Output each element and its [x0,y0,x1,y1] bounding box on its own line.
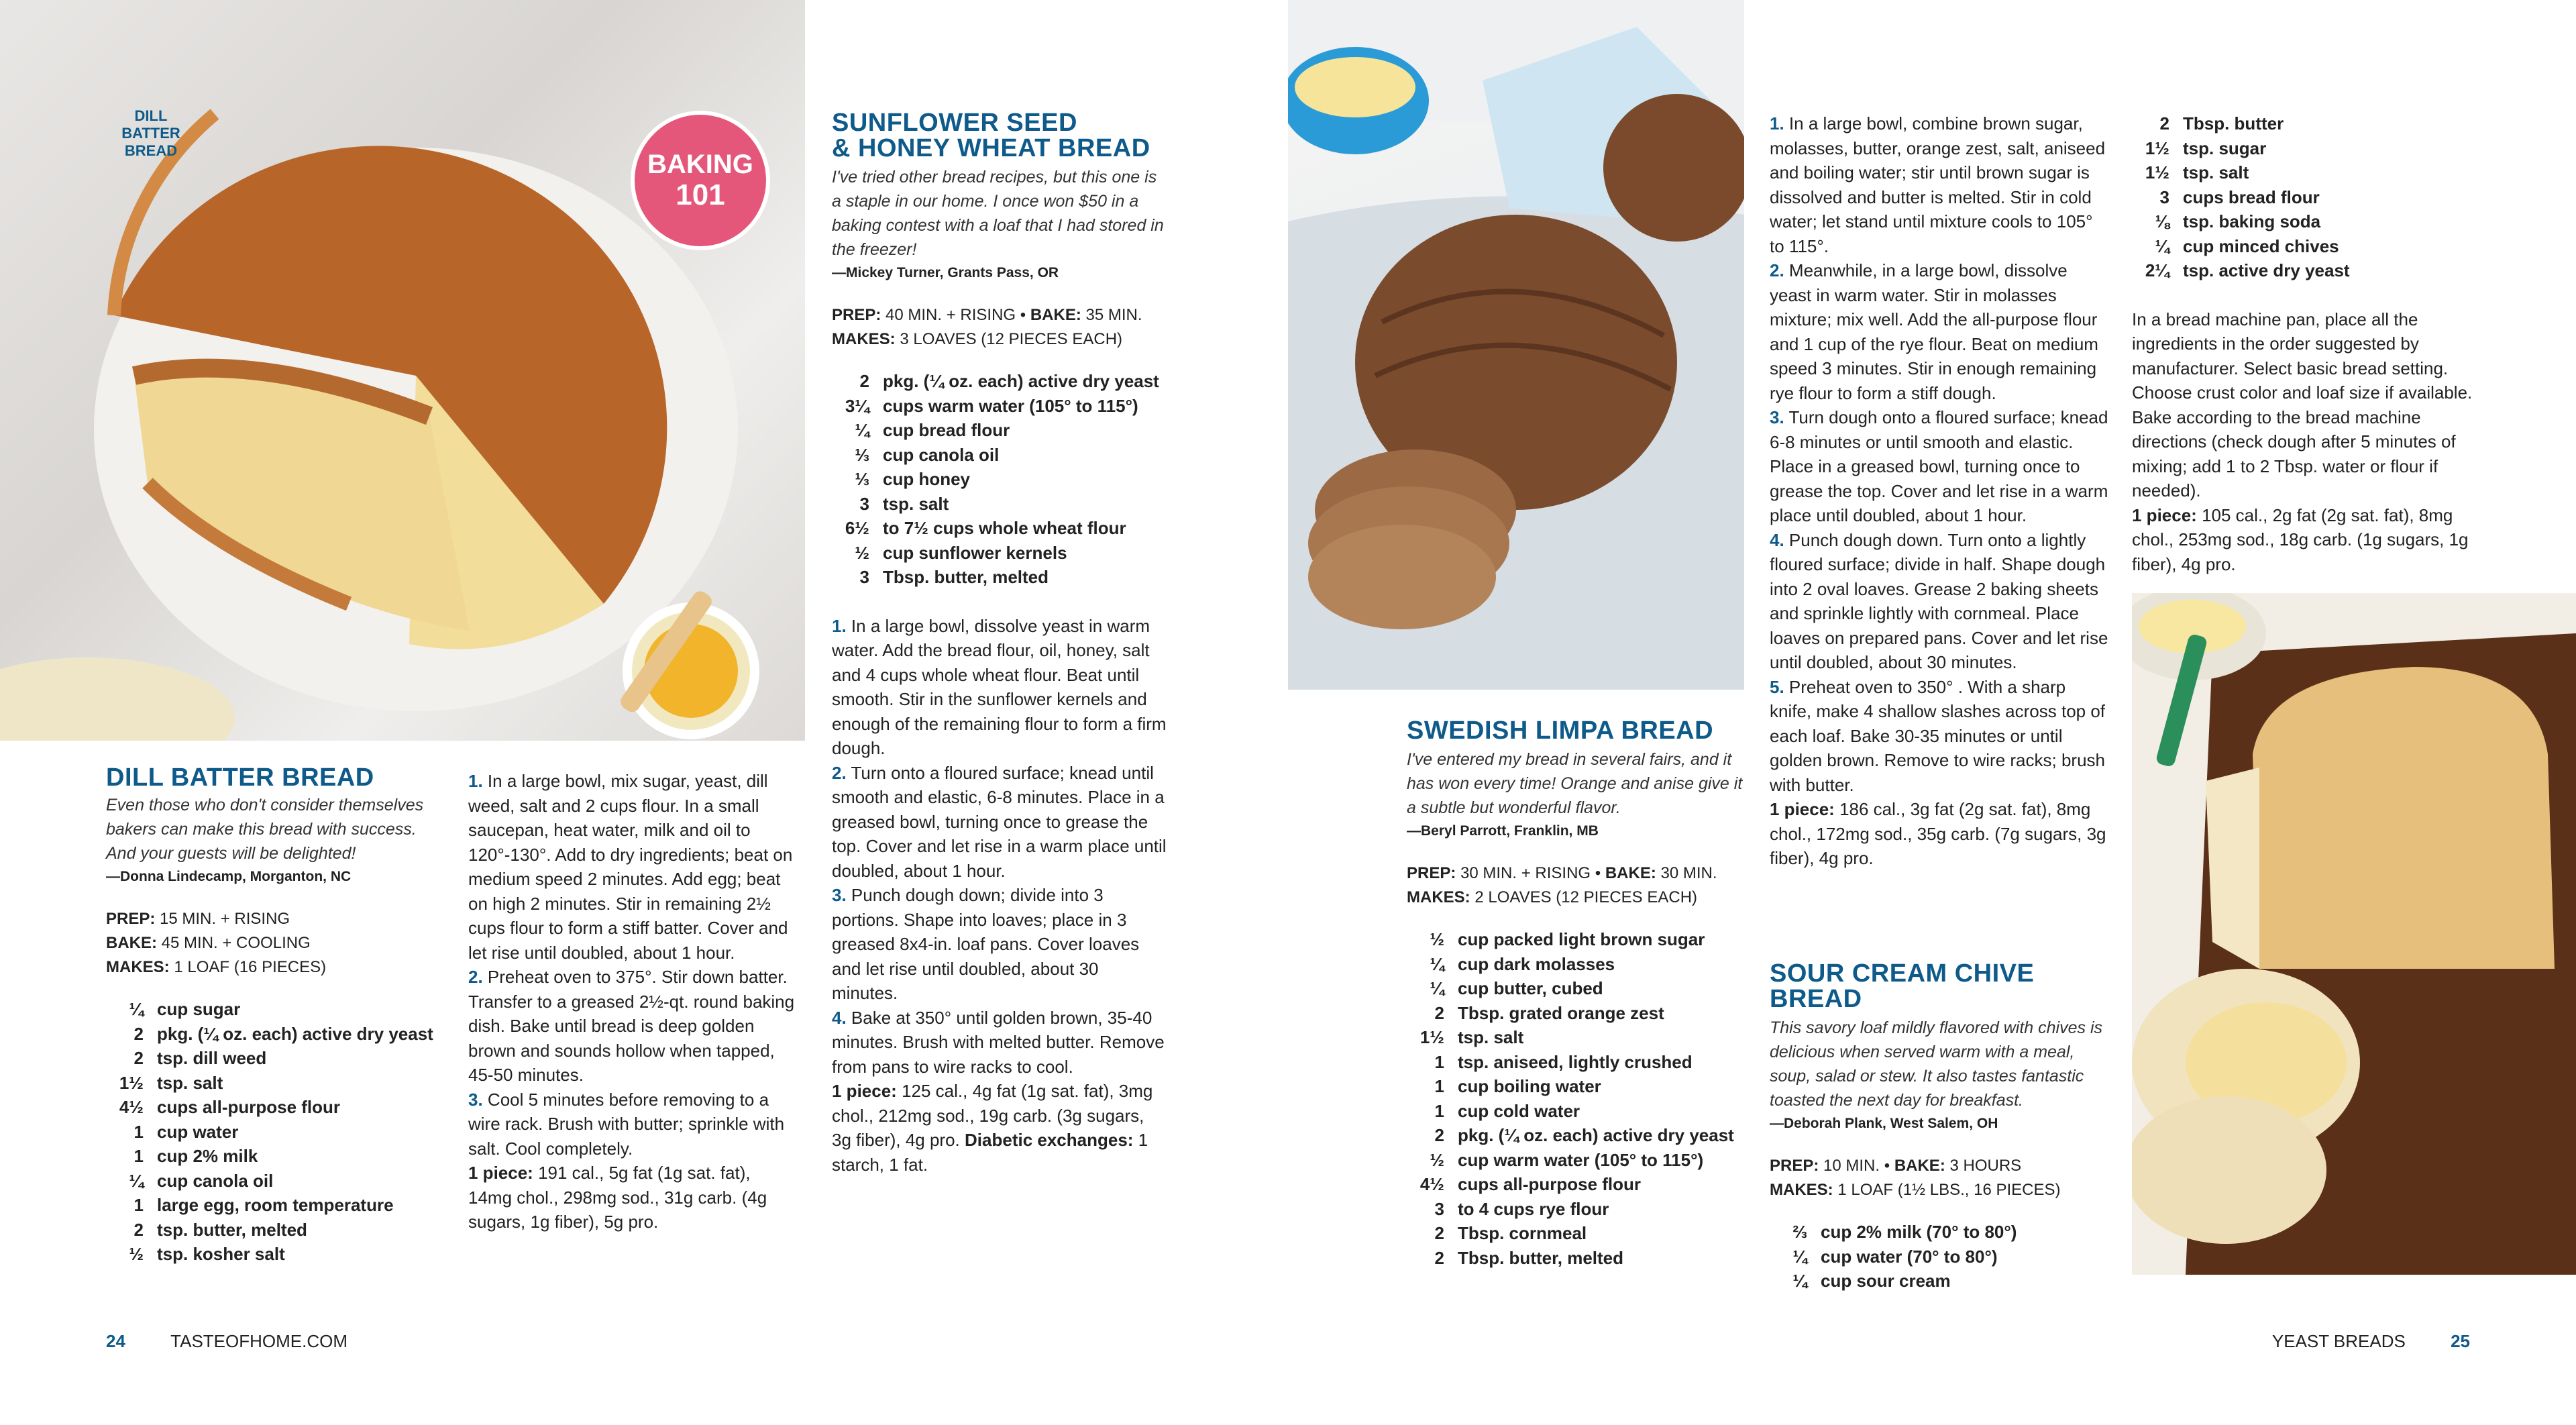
ingredient-text: tsp. dill weed [157,1048,267,1068]
limpa-byline: —Beryl Parrott, Franklin, MB [1407,823,1599,839]
ingredient-text: cup sunflower kernels [883,542,1067,563]
sunflower-makes-label: MAKES: [832,330,896,348]
ingredient-quantity: 1 [1434,1051,1444,1072]
ingredient-quantity: ½ [129,1244,144,1264]
dill-byline: —Donna Lindecamp, Morganton, NC [106,869,352,884]
step [1770,405,2112,528]
chive-byline: —Deborah Plank, West Salem, OH [1770,1116,1998,1131]
dill-makes-label: MAKES: [106,958,170,976]
ingredient-row [1756,1220,2112,1245]
ingredient-quantity: 2 [1434,1002,1444,1023]
ingredient-quantity: 2 [1434,1223,1444,1243]
ingredient-text: cup warm water (105° to 115°) [1458,1149,1704,1170]
step [1770,111,2112,258]
dill-bread-photo [0,0,805,741]
ingredient-row [818,492,1167,517]
ingredient-row [93,1022,441,1047]
sunflower-steps [832,614,1167,1177]
step-text: Meanwhile, in a large bowl, dissolve yeast in warm water. Stir in molasses mixture; mix well. Add the all-purpose flour and 1 cup of the rye flour. Beat on medium speed 3 minutes. Stir in enough remaining rye flour to form a stiff dough. [1770,260,2098,403]
sunflower-nutrition-label: 1 piece: [832,1081,897,1101]
limpa-prep-value: 30 MIN. + RISING [1460,864,1591,882]
ingredient-row [1393,976,1756,1001]
step [1770,675,2112,798]
limpa-makes-label: MAKES: [1407,888,1470,906]
chive-bread-photo [2132,593,2576,1275]
ingredient-text: to 7½ cups whole wheat flour [883,518,1126,538]
step [832,1006,1167,1079]
step-text: Preheat oven to 350° . With a sharp knife, make 4 shallow slashes across top of each loaf. Bake 30-35 minutes or until golden brown. Remove to wire racks; brush with butter. [1770,676,2106,795]
ingredient-row [818,369,1167,394]
ingredient-text: tsp. active dry yeast [2183,260,2350,280]
ingredient-quantity: 3 [859,567,869,587]
badge-line1: BAKING [647,150,753,179]
chive-makes-value: 1 LOAF (1½ LBS., 16 PIECES) [1837,1181,2061,1199]
ingredient-text: cups warm water (105° to 115°) [883,395,1138,416]
ingredient-quantity: 1 [1434,1100,1444,1121]
ingredient-row [1393,1025,1756,1050]
baking-101-badge [631,111,770,250]
ingredient-text: tsp. salt [883,493,949,514]
ingredient-row [2118,234,2494,259]
ingredient-text: pkg. (¼ oz. each) active dry yeast [883,371,1159,391]
chive-meta: PREP: 10 MIN. • BAKE: 3 HOURS MAKES: 1 LOAF (1½ LBS., 16 PIECES) [1770,1157,2061,1199]
sunflower-nutrition-text: 125 cal., 4g fat (1g sat. fat), 3mg chol., 212mg sod., 19g carb. (3g sugars, 3g fiber), 4g pro. [832,1081,1153,1150]
ingredient-text: to 4 cups rye flour [1458,1198,1609,1219]
ingredient-row [93,1046,441,1071]
ingredient-quantity: ½ [855,542,869,563]
chive-directions-block [2132,307,2494,577]
sunflower-prep-value: 40 MIN. + RISING [885,306,1016,324]
ingredient-row [1393,952,1756,977]
ingredient-text: Tbsp. butter, melted [1458,1247,1624,1268]
step-text: Punch dough down; divide into 3 portions. Shape into loaves; place in 3 greased 8x4-in. loaf pans. Cover loaves and let rise until doubled, about 30 minutes. [832,885,1140,1003]
limpa-nutrition-text: 186 cal., 3g fat (2g sat. fat), 8mg chol., 172mg sod., 35g carb. (7g sugars, 3g fiber), 4g pro. [1770,799,2106,868]
ingredient-quantity: ¼ [2155,235,2169,256]
ingredient-quantity: 1 [133,1146,144,1166]
ingredient-text: cup sour cream [1821,1271,1951,1291]
chive-recipe [1770,961,2112,1294]
ingredient-row [818,418,1167,443]
ingredient-text: cup canola oil [157,1170,274,1191]
dill-nutrition [468,1161,797,1234]
ingredient-quantity: 1 [133,1195,144,1215]
badge-line2: 101 [676,178,725,211]
ingredient-row [1393,1123,1756,1148]
ingredient-quantity: 1½ [119,1072,144,1093]
ingredient-row [1393,1221,1756,1246]
step-number: 1. [468,771,483,791]
dill-prep-value: 15 MIN. + RISING [160,910,290,928]
sunflower-title-line2: & HONEY WHEAT BREAD [832,134,1150,162]
limpa-ingredients [1393,927,1756,1270]
step-number: 2. [468,967,483,987]
sunflower-steps-list [832,614,1167,1079]
ingredient-quantity: 2 [2159,113,2169,134]
ingredient-text: cup water (70° to 80°) [1821,1246,1998,1267]
ingredient-text: cup canola oil [883,444,1000,465]
chive-intro: This savory loaf mildly flavored with chives is delicious when served warm with a meal, soup, salad or stew. It also tastes fantastic toasted the next day for breakfast. [1770,1018,2102,1110]
sunflower-meta: PREP: 40 MIN. + RISING • BAKE: 35 MIN. MAKES: 3 LOAVES (12 PIECES EACH) [832,306,1142,348]
ingredient-text: large egg, room temperature [157,1195,394,1215]
sunflower-nutrition [832,1079,1167,1177]
step-number: 5. [1770,676,1784,697]
ingredient-quantity: 4½ [119,1097,144,1117]
ingredient-text: pkg. (¼ oz. each) active dry yeast [157,1023,433,1044]
chive-directions: In a bread machine pan, place all the ingredients in the order suggested by manufacturer. Select basic bread setting. Choose crust color and loaf size if available. Bake according to the bread machine directions (check dough after 5 minutes of mixing; add 1 to 2 Tbsp. water or flour if needed). [2132,309,2473,500]
dill-steps-list [468,769,797,1161]
footer-right [2272,1331,2470,1352]
ingredient-text: cup minced chives [2183,235,2339,256]
ingredient-quantity: ½ [1430,929,1444,949]
dill-bake-value: 45 MIN. + COOLING [161,934,311,952]
ingredient-row [818,467,1167,492]
ingredient-text: tsp. butter, melted [157,1219,307,1240]
ingredient-quantity: 1½ [1419,1027,1444,1047]
step-number: 3. [1770,407,1784,427]
step [468,769,797,965]
ingredient-row [1393,1148,1756,1173]
ingredient-row [1393,1074,1756,1099]
chive-ingredients-b [2118,111,2494,283]
dill-photo-label: DILL BATTER BREAD [121,107,180,159]
ingredient-text: cup 2% milk (70° to 80°) [1821,1222,2017,1242]
limpa-bake-value: 30 MIN. [1660,864,1717,882]
ingredient-quantity: 2 [1434,1247,1444,1268]
chive-bread-illustration [2132,593,2576,1275]
step-text: In a large bowl, mix sugar, yeast, dill weed, salt and 2 cups flour. In a small saucepan, heat water, milk and oil to 120°-130°. Add to dry ingredients; beat on medium speed 2 minutes. Add egg; beat on high 2 minutes. Stir in remaining 2½ cups flour to form a stiff batter. Cover and let rise until doubled, about 1 hour. [468,771,793,963]
chive-recipe-cont [2132,111,2494,576]
ingredient-text: Tbsp. cornmeal [1458,1223,1587,1243]
sunflower-makes-value: 3 LOAVES (12 PIECES EACH) [900,330,1123,348]
ingredient-row [2118,160,2494,185]
ingredient-quantity: 2 [1434,1125,1444,1145]
ingredient-quantity: 1½ [2145,162,2169,182]
dill-meta [106,907,441,980]
step [832,761,1167,884]
ingredient-quantity: 3 [2159,187,2169,207]
limpa-makes-value: 2 LOAVES (12 PIECES EACH) [1474,888,1698,906]
ingredient-row [93,1242,441,1267]
sunflower-bake-label: BAKE: [1030,306,1081,324]
ingredient-quantity: ¼ [1430,953,1444,974]
step-text: Bake at 350° until golden brown, 35-40 minutes. Brush with melted butter. Remove from pans to wire racks to cool. [832,1007,1165,1077]
chive-nutrition [2132,503,2494,577]
ingredient-text: tsp. salt [157,1072,223,1093]
ingredient-quantity: ½ [1430,1149,1444,1170]
dill-nutrition-text: 191 cal., 5g fat (1g sat. fat), 14mg chol., 298mg sod., 31g carb. (4g sugars, 1g fiber), 5g pro. [468,1163,767,1232]
step-number: 4. [832,1007,847,1028]
ingredient-quantity: ¼ [1792,1246,1807,1267]
step-number: 2. [1770,260,1784,280]
ingredient-text: cup boiling water [1458,1076,1601,1096]
ingredient-row [1393,1172,1756,1197]
ingredient-quantity: ⅓ [855,444,869,465]
ingredient-quantity: ¼ [855,420,869,440]
ingredient-quantity: 6½ [845,518,869,538]
ingredient-row [2118,185,2494,210]
sunflower-title [832,110,1167,161]
ingredient-row [2118,258,2494,283]
ingredient-row [93,997,441,1022]
ingredient-row [1393,1197,1756,1222]
ingredient-quantity: ¼ [1430,978,1444,998]
chive-bake-label: BAKE: [1894,1157,1945,1175]
chive-nutrition-text: 105 cal., 2g fat (2g sat. fat), 8mg chol., 253mg sod., 18g carb. (1g sugars, 1g fiber), 4g pro. [2132,505,2469,574]
sunflower-bake-value: 35 MIN. [1085,306,1142,324]
ingredient-text: cup honey [883,469,971,489]
ingredient-text: cups bread flour [2183,187,2320,207]
ingredient-row [818,394,1167,419]
ingredient-row [818,541,1167,566]
chive-bake-value: 3 HOURS [1949,1157,2022,1175]
ingredient-text: cup water [157,1121,239,1142]
step-number: 4. [1770,529,1784,550]
step-text: In a large bowl, dissolve yeast in warm water. Add the bread flour, oil, honey, salt and 4 cups whole wheat flour. Beat until smooth. Stir in the sunflower kernels and enough of the remaining flour to form a firm dough. [832,615,1167,758]
dill-nutrition-label: 1 piece: [468,1163,533,1183]
dill-makes-value: 1 LOAF (16 PIECES) [174,958,327,976]
ingredient-text: cups all-purpose flour [1458,1174,1642,1194]
step-text: Cool 5 minutes before removing to a wire rack. Brush with butter; sprinkle with salt. Cool completely. [468,1089,785,1159]
chive-ingredients-a [1756,1220,2112,1294]
sunflower-prep-label: PREP: [832,306,881,324]
step [832,614,1167,761]
sunflower-recipe [832,110,1167,1177]
ingredient-quantity: 4½ [1419,1174,1444,1194]
step [832,883,1167,1006]
step [1770,528,2112,675]
step-number: 1. [832,615,847,636]
ingredient-quantity: ⅛ [2155,211,2169,231]
ingredient-quantity: ⅓ [855,469,869,489]
ingredient-quantity: 3 [1434,1198,1444,1219]
step-number: 3. [832,885,847,905]
step-number: 3. [468,1089,483,1110]
footer-right-page: 25 [2451,1331,2470,1351]
footer-left-page: 24 [106,1331,125,1351]
dill-recipe [106,765,441,1267]
step-number: 1. [1770,113,1784,134]
ingredient-row [93,1218,441,1243]
limpa-bake-label: BAKE: [1605,864,1656,882]
step-text: Punch dough down. Turn onto a lightly floured surface; divide in half. Shape dough into 2 oval loaves. Grease 2 baking sheets and sprinkle lightly with cornmeal. Place loaves on prepared pans. Cover and let rise until doubled, about 30 minutes. [1770,529,2108,672]
sunflower-exchanges-text: 1 starch, 1 fat. [832,1130,1148,1175]
ingredient-quantity: 1 [1434,1076,1444,1096]
ingredient-row [818,443,1167,468]
footer-left [106,1331,347,1352]
ingredient-text: tsp. salt [2183,162,2249,182]
step-text: Preheat oven to 375°. Stir down batter. Transfer to a greased 2½-qt. round baking dish. Bake until bread is deep golden brown and sounds hollow when tapped, 45-50 minutes. [468,967,795,1085]
ingredient-row [1393,927,1756,952]
sunflower-intro: I've tried other bread recipes, but this one is a staple in our home. I once won $50 in a baking contest with a loaf that I had stored in the freezer! [832,168,1164,259]
footer-left-site: TASTEOFHOME.COM [170,1331,348,1351]
chive-prep-value: 10 MIN. [1823,1157,1880,1175]
ingredient-quantity: ¼ [1792,1271,1807,1291]
ingredient-text: pkg. (¼ oz. each) active dry yeast [1458,1125,1734,1145]
ingredient-text: cup cold water [1458,1100,1580,1121]
ingredient-text: cup sugar [157,999,241,1019]
ingredient-text: tsp. kosher salt [157,1244,285,1264]
limpa-steps [1770,111,2112,871]
ingredient-quantity: 2 [133,1048,144,1068]
ingredient-row [2118,111,2494,136]
ingredient-text: cup dark molasses [1458,953,1615,974]
dill-steps [468,769,797,1234]
ingredient-quantity: 2 [133,1023,144,1044]
step [468,965,797,1088]
step-text: Turn onto a floured surface; knead until smooth and elastic, 6-8 minutes. Place in a greased bowl, turning once to grease the top. Cover and let rise in a warm place until doubled, about 1 hour. [832,762,1167,881]
ingredient-quantity: ¼ [129,999,144,1019]
step-text: Turn dough onto a floured surface; knead 6-8 minutes or until smooth and elastic. Place in a greased bowl, turning once to grease the top. Cover and let rise in a warm place until doubled, about 1 hour. [1770,407,2108,525]
dill-bake-label: BAKE: [106,934,157,952]
dill-title: DILL BATTER BREAD [106,763,374,792]
ingredient-quantity: 3 [859,493,869,514]
limpa-meta: PREP: 30 MIN. + RISING • BAKE: 30 MIN. MAKES: 2 LOAVES (12 PIECES EACH) [1407,864,1717,906]
ingredient-row [93,1169,441,1194]
limpa-bread-photo [1288,0,1744,690]
ingredient-quantity: ¼ [129,1170,144,1191]
ingredient-quantity: 1½ [2145,138,2169,158]
ingredient-quantity: 2 [859,371,869,391]
sunflower-exchanges-label: Diabetic exchanges: [965,1130,1134,1150]
ingredient-row [818,565,1167,590]
ingredient-text: Tbsp. butter, melted [883,567,1049,587]
ingredient-text: tsp. sugar [2183,138,2267,158]
step-text: In a large bowl, combine brown sugar, molasses, butter, orange zest, salt, aniseed and boiling water; stir until brown sugar is dissolved and butter is melted. Stir in cold water; let stand until mixture cools to 105° to 115°. [1770,113,2106,256]
step [468,1088,797,1161]
chive-nutrition-label: 1 piece: [2132,505,2197,525]
ingredient-text: Tbsp. butter [2183,113,2284,134]
limpa-intro: I've entered my bread in several fairs, and it has won every time! Orange and anise give it a subtle but wonderful flavor. [1407,750,1743,817]
limpa-title: SWEDISH LIMPA BREAD [1407,717,1714,745]
footer-right-section: YEAST BREADS [2271,1331,2406,1351]
step [1770,258,2112,405]
ingredient-quantity: 1 [133,1121,144,1142]
ingredient-text: tsp. salt [1458,1027,1524,1047]
dill-intro: Even those who don't consider themselves bakers can make this bread with success. And your guests will be delighted! [106,796,424,863]
ingredient-row [1393,1246,1756,1271]
ingredient-row [1756,1269,2112,1294]
ingredient-quantity: ⅔ [1792,1222,1807,1242]
sunflower-byline: —Mickey Turner, Grants Pass, OR [832,265,1059,280]
ingredient-quantity: 3¼ [845,395,869,416]
ingredient-row [1393,1050,1756,1075]
limpa-recipe [1407,718,1756,1270]
ingredient-quantity: 2 [133,1219,144,1240]
ingredient-row [93,1071,441,1096]
ingredient-text: cup butter, cubed [1458,978,1603,998]
ingredient-text: tsp. aniseed, lightly crushed [1458,1051,1693,1072]
limpa-nutrition [1770,797,2112,871]
ingredient-text: cup 2% milk [157,1146,258,1166]
chive-makes-label: MAKES: [1770,1181,1833,1199]
chive-title: SOUR CREAM CHIVE BREAD [1770,959,2035,1013]
dill-prep-label: PREP: [106,910,156,928]
ingredient-row [1393,1001,1756,1026]
ingredient-row [93,1144,441,1169]
ingredient-row [1756,1245,2112,1269]
ingredient-row [1393,1099,1756,1124]
dill-ingredients [93,997,441,1267]
ingredient-row [93,1095,441,1120]
limpa-bread-illustration [1288,0,1744,690]
ingredient-row [93,1120,441,1145]
ingredient-text: tsp. baking soda [2183,211,2321,231]
step-number: 2. [832,762,847,783]
ingredient-text: cup packed light brown sugar [1458,929,1705,949]
sunflower-ingredients [818,369,1167,590]
chive-prep-label: PREP: [1770,1157,1819,1175]
limpa-prep-label: PREP: [1407,864,1456,882]
ingredient-row [818,516,1167,541]
ingredient-row [93,1193,441,1218]
sunflower-title-line1: SUNFLOWER SEED [832,109,1077,137]
limpa-steps-list [1770,111,2112,797]
ingredient-text: cups all-purpose flour [157,1097,341,1117]
ingredient-row [2118,209,2494,234]
ingredient-quantity: 2¼ [2145,260,2169,280]
limpa-nutrition-label: 1 piece: [1770,799,1835,819]
ingredient-row [2118,136,2494,161]
ingredient-text: Tbsp. grated orange zest [1458,1002,1664,1023]
ingredient-text: cup bread flour [883,420,1010,440]
